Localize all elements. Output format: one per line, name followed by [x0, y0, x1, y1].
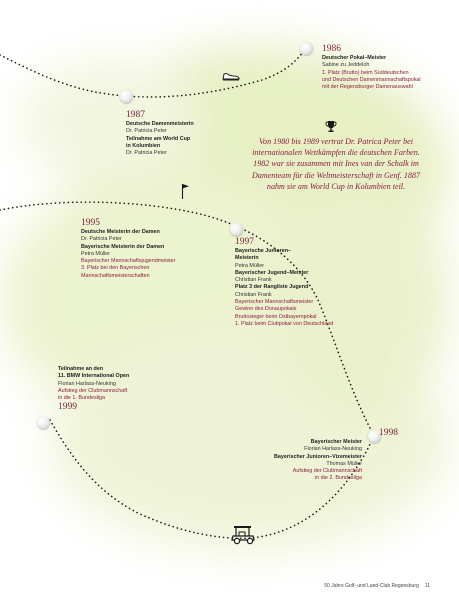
entry-1986 — [322, 44, 447, 91]
achievement-line: 1. Platz (Brutto) beim Süddeutschen — [322, 69, 409, 76]
title-line: Teilnahme an den — [58, 366, 104, 372]
achievement-line: Bruttosieger beim Ostbayernpokal — [235, 313, 317, 320]
person-line: Florian Harlass-Neuking — [58, 380, 116, 387]
entry-1995 — [81, 218, 206, 280]
person-line: Dr. Patricia Peter — [126, 150, 167, 157]
entry-lines — [126, 121, 246, 157]
title-line: Deutscher Pokal–Meister — [322, 55, 387, 61]
year-label: 1999 — [58, 402, 77, 413]
footer-title: 50 Jahre Golf- und Land-Club Regensburg — [324, 583, 419, 589]
entry-1997 — [235, 237, 360, 328]
entry-1998 — [240, 428, 398, 483]
path-top — [0, 48, 306, 97]
title-line: Bayerischer Meister — [310, 439, 362, 445]
title-line: 11. BMW International Open — [58, 373, 130, 380]
achievement-line: Bayerischer Mannschaftsjugendmeister — [81, 258, 176, 265]
achievement-line: 3. Platz bei den Bayerischen — [81, 265, 150, 272]
year-label: 1995 — [81, 218, 100, 228]
person-line: Christian Frank — [235, 291, 272, 298]
golf-ball-icon — [120, 90, 133, 103]
person-line: Petra Müller — [81, 250, 111, 257]
achievement-line: Mannschaftsmeisterschaften — [81, 272, 150, 279]
person-line: Christian Frank — [235, 277, 272, 284]
entry-lines — [240, 439, 362, 483]
entry-lines — [81, 229, 206, 280]
golf-flag-icon — [181, 183, 191, 200]
title-line: Teilnahme am World Cup — [126, 135, 191, 142]
year-label: 1997 — [235, 237, 254, 247]
trophy-icon — [325, 120, 337, 133]
title-line: Bayerische Meisterin der Damen — [81, 243, 165, 250]
golf-ball-icon — [230, 223, 243, 236]
year-label: 1987 — [126, 110, 145, 120]
achievement-line: Bayerischer Mannschaftsmeister — [235, 299, 314, 306]
page-number: 11 — [424, 583, 430, 589]
achievement-line: in die 1. Bundesliga — [58, 395, 106, 402]
achievement-line: Gewinn des Donaupokals — [235, 306, 297, 313]
title-line: Deutsche Meisterin der Damen — [81, 229, 160, 235]
achievement-line: in die 2. Bundesliga — [314, 475, 362, 482]
title-line: Deutsche Damenmeisterin — [126, 121, 194, 127]
person-line: Dr. Patricia Peter — [81, 236, 122, 243]
title-line: Bayerischer Jugend–Meister — [235, 269, 309, 276]
title-line: in Kolumbien — [126, 142, 161, 149]
entry-1987 — [126, 110, 246, 157]
achievement-line: Aufstieg der Clubmannschaft — [58, 387, 128, 394]
achievement-line: mit der Regensburger Damenauswahl — [322, 84, 413, 91]
entry-1999 — [58, 366, 173, 413]
achievement-line: 1. Platz beim Clubpokal von Deutschland — [235, 320, 334, 327]
person-line: Sabine zu Jeddeloh — [322, 62, 370, 69]
golf-ball-icon — [300, 42, 313, 55]
year-label: 1998 — [379, 428, 398, 438]
title-line: Bayerischer Junioren–Vizemeister — [274, 453, 362, 460]
golf-cart-icon — [231, 525, 257, 545]
year-label: 1986 — [322, 44, 341, 54]
title-line: Bayerische Junioren– — [235, 248, 292, 254]
person-line: Dr. Patricia Peter — [126, 128, 167, 135]
person-line: Florian Harlass-Neuking — [304, 446, 362, 453]
page-footer — [288, 583, 430, 589]
golf-ball-icon — [37, 416, 50, 429]
title-line: Meisterin — [235, 255, 259, 262]
entry-lines — [235, 248, 360, 328]
golf-shoe-icon — [222, 71, 240, 81]
achievement-line: Aufstieg der Clubmannschaft — [292, 468, 362, 475]
history-quote: Von 1980 bis 1989 vertrat Dr. Patrica Peter bei internationalen Wettkämpfen die deutschen Farben. 1982 war sie zusammen mit Ines van der Schalk im Damenteam für die Weltmeisterschaft in Genf. 1887 nahm sie am World Cup in Kolumbien teil. — [251, 137, 421, 191]
entry-lines — [58, 366, 173, 402]
person-line: Thomas Müller — [326, 460, 362, 467]
title-line: Platz 3 der Rangliste Jugend — [235, 284, 309, 291]
achievement-line: und Deutschen Damenmannschaftspokal — [322, 76, 421, 83]
entry-lines — [322, 55, 447, 91]
person-line: Petra Müller — [235, 262, 265, 269]
